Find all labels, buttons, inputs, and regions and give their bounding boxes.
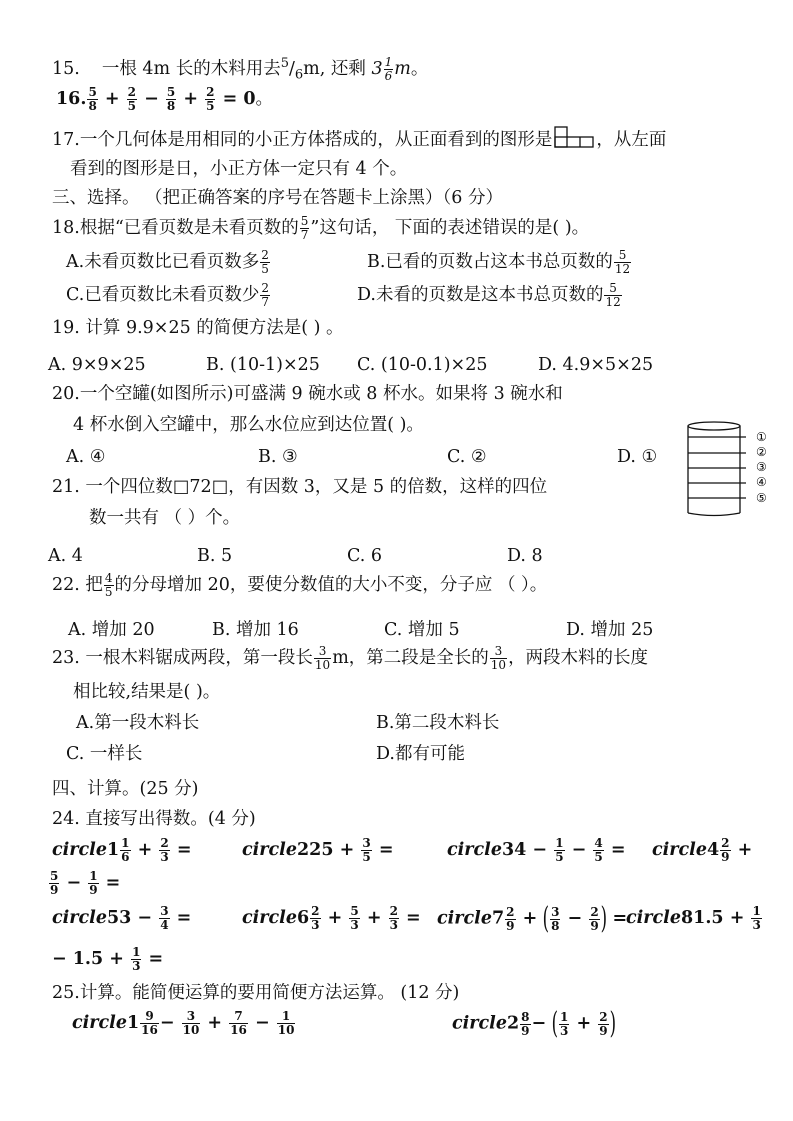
q22-option-d: D. 增加 25 <box>566 620 654 640</box>
question-22: 22. 把 $\frac{4}{5}$ 的分母增加 20，要使分数值的大小不变，分子应 （ ）。 <box>52 571 548 599</box>
q24-expr-1: circle1 $\frac{1}{6}$ + $\frac{2}{3}$ = <box>52 836 192 864</box>
question-25-title: 25.计算。能简便运算的要用简便方法运算。 (12 分) <box>52 983 460 1003</box>
q20-option-c: C. ② <box>447 447 487 467</box>
question-16: 16. $\frac{5}{8}$ + $\frac{2}{5}$ − $\frac{5}{8}$ + $\frac{2}{5}$ = 0。 <box>56 85 273 113</box>
q22-option-c: C. 增加 5 <box>384 620 460 640</box>
q18-option-d: D.未看的页数是这本书总页数的 $\frac{5}{12}$ <box>357 281 621 309</box>
q24-expr-6: circle6 $\frac{2}{3}$ + $\frac{5}{3}$ + $\frac{2}{3}$ = <box>242 904 421 932</box>
q24-expr-8-cont: − 1.5 + $\frac{1}{3}$ = <box>52 945 164 973</box>
jar-label-4: ④ <box>756 475 767 489</box>
jar-label-3: ③ <box>756 460 767 474</box>
question-23-line2: 相比较,结果是( )。 <box>73 682 221 702</box>
q19-option-d: D. 4.9×5×25 <box>538 355 654 375</box>
front-view-cubes-icon <box>554 126 594 148</box>
q19-option-a: A. 9×9×25 <box>48 355 146 375</box>
q24-expr-7: circle7 $\frac{2}{9}$ + ( $\frac{3}{8}$ − $\frac{2}{9}$ ) = <box>437 901 628 936</box>
q19-option-b: B. (10-1)×25 <box>206 355 320 375</box>
q24-expr-4-cont: $\frac{5}{9}$ − $\frac{1}{9}$ = <box>50 869 121 897</box>
q18-option-b: B.已看的页数占这本书总页数的 $\frac{5}{12}$ <box>367 248 631 276</box>
question-17: 17.一个几何体是用相同的小正方体搭成的，从正面看到的图形是 ，从左面 <box>52 126 666 152</box>
q24-expr-8: circle81.5 + $\frac{1}{3}$ <box>626 904 761 932</box>
q21-option-b: B. 5 <box>197 546 233 566</box>
q23-option-a: A.第一段木料长 <box>76 713 200 733</box>
q24-expr-4: circle4 $\frac{2}{9}$ + <box>652 836 753 864</box>
question-20-line2: 4 杯水倒入空罐中，那么水位应到达位置( )。 <box>73 415 424 435</box>
jar-label-5: ⑤ <box>756 491 767 505</box>
section-3-title: 三、选择。 （把正确答案的序号在答题卡上涂黑）（6 分） <box>52 188 504 208</box>
question-23: 23. 一根木料锯成两段，第一段长 $\frac{3}{10}$ m，第二段是全长的 $\frac{3}{10}$ ，两段木料的长度 <box>52 644 649 672</box>
q21-option-d: D. 8 <box>507 546 543 566</box>
question-21: 21. 一个四位数□72□，有因数 3，又是 5 的倍数，这样的四位 <box>52 477 548 497</box>
q24-expr-3: circle34 − $\frac{1}{5}$ − $\frac{4}{5}$ = <box>447 836 626 864</box>
q23-option-b: B.第二段木料长 <box>376 713 500 733</box>
jar-label-1: ① <box>756 430 767 444</box>
section-4-title: 四、计算。(25 分) <box>52 779 199 799</box>
q20-option-b: B. ③ <box>258 447 298 467</box>
question-24-title: 24. 直接写出得数。(4 分) <box>52 809 256 829</box>
q20-option-a: A. ④ <box>66 447 106 467</box>
q22-option-a: A. 增加 20 <box>68 620 155 640</box>
water-jar-figure <box>686 418 778 518</box>
q22-option-b: B. 增加 16 <box>212 620 299 640</box>
q24-expr-2: circle225 + $\frac{3}{5}$ = <box>242 836 394 864</box>
q23-option-d: D.都有可能 <box>376 744 465 764</box>
question-18: 18.根据“已看页数是未看页数的 $\frac{5}{7}$ ”这句话， 下面的表述错误的是( )。 <box>52 214 590 242</box>
q25-expr-2: circle2 $\frac{8}{9}$ − ( $\frac{1}{3}$ + $\frac{2}{9}$ ) <box>452 1006 616 1041</box>
q18-option-c: C.已看页数比未看页数少 $\frac{2}{7}$ <box>66 281 269 309</box>
q21-option-c: C. 6 <box>347 546 383 566</box>
question-20: 20.一个空罐(如图所示)可盛满 9 碗水或 8 杯水。如果将 3 碗水和 <box>52 384 563 404</box>
q23-option-c: C. 一样长 <box>66 744 143 764</box>
question-17-line2: 看到的图形是日，小正方体一定只有 4 个。 <box>70 159 408 179</box>
q19-option-c: C. (10-0.1)×25 <box>357 355 488 375</box>
question-19: 19. 计算 9.9×25 的简便方法是( ) 。 <box>52 318 344 338</box>
q24-expr-5: circle53 − $\frac{3}{4}$ = <box>52 904 192 932</box>
q18-option-a: A.未看页数比已看页数多 $\frac{2}{5}$ <box>66 248 269 276</box>
jar-label-2: ② <box>756 445 767 459</box>
q25-expr-1: circle1 $\frac{9}{16}$ − $\frac{3}{10}$ + $\frac{7}{16}$ − $\frac{1}{10}$ <box>72 1009 295 1037</box>
question-21-line2: 数一共有 （ ）个。 <box>89 508 241 528</box>
q21-option-a: A. 4 <box>48 546 83 566</box>
question-15: 15. 一根 4m 长的木料用去$^5/_6m$, 还剩 3 $\frac{1}{6}$ m。 <box>52 54 429 83</box>
q20-option-d: D. ① <box>617 447 658 467</box>
